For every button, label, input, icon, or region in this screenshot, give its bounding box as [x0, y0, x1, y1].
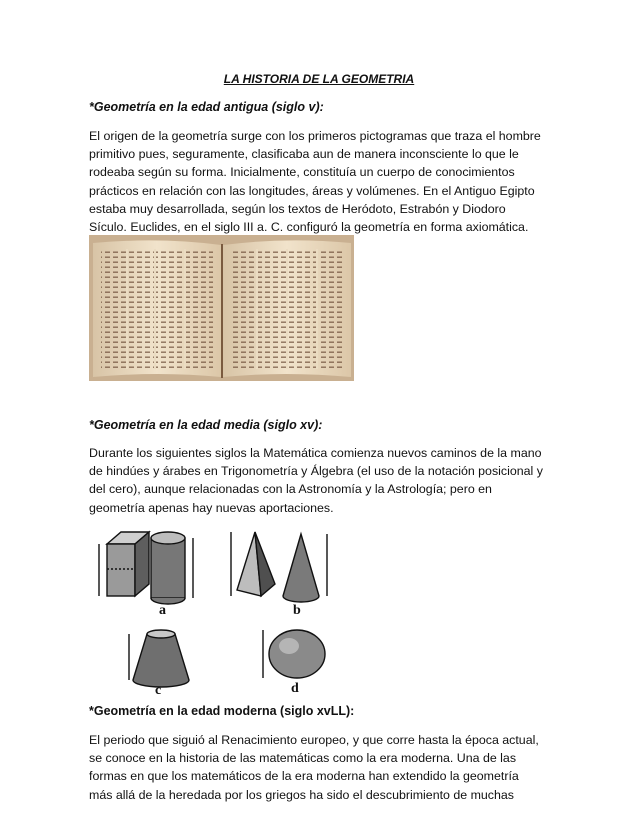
label-b: b [293, 603, 301, 618]
text-line: Durante los siguientes siglos la Matemática comienza nuevos caminos de la mano [89, 446, 542, 460]
text-line: de hindúes y árabes en Trigonometría y Álgebra (el uso de la notación posicional y [89, 464, 543, 479]
text-line: se conoce en la historia de las matemáticas como la era moderna. Una de las [89, 751, 517, 766]
geometric-solids-figure [89, 524, 359, 696]
label-c: c [155, 683, 162, 696]
label-a: a [159, 603, 166, 618]
section-heading-moderna: *Geometría en la edad moderna (siglo xvLL): [89, 704, 355, 718]
cone-shape [283, 534, 319, 602]
text-line: prácticos en relación con las longitudes, áreas y volúmenes. En el Antiguo Egipto [89, 183, 535, 198]
text-line: estaba muy desarrollada, según los textos de Heródoto, Estrabón y Diodoro [89, 201, 506, 216]
text-line: rodeaba según su forma. Inicialmente, constituía un cuerpo de conocimientos [89, 165, 515, 180]
paragraph-moderna [89, 731, 559, 804]
text-line: El periodo que siguió al Renacimiento europeo, y que corre hasta la época actual, [89, 733, 539, 747]
sphere-shape [269, 630, 325, 678]
text-line: Sículo. Euclides, en el siglo III a. C. configuró la geometría en forma axiomática. [89, 220, 529, 235]
prism-shape [107, 532, 149, 596]
text-line: del cero), aunque relacionadas con la Astronomía y la Astrología; pero en [89, 482, 492, 497]
frustum-shape [133, 630, 189, 687]
text-line: más allá de la heredada por los griegos ha sido el descubrimiento de muchas [89, 787, 514, 802]
pyramid-shape [237, 532, 275, 596]
page-title: LA HISTORIA DE LA GEOMETRIA [223, 72, 415, 86]
text-line: primitivo pues, seguramente, clasificaba aun de manera inconsciente lo que le [89, 147, 519, 162]
manuscript-book-image [89, 235, 354, 381]
text-line: formas en que los matemáticos de la era moderna han extendido la geometría [89, 769, 519, 784]
label-d: d [291, 681, 299, 696]
paragraph-media [89, 444, 559, 517]
cylinder-shape [151, 532, 185, 604]
section-heading-antigua: *Geometría en la edad antigua (siglo v): [89, 100, 324, 114]
section-heading-media: *Geometría en la edad media (siglo xv): [89, 418, 323, 432]
text-line: geometría apenas hay nuevas aportaciones. [89, 500, 334, 515]
text-line: El origen de la geometría surge con los primeros pictogramas que traza el hombre [89, 129, 541, 143]
paragraph-antigua [89, 127, 559, 236]
